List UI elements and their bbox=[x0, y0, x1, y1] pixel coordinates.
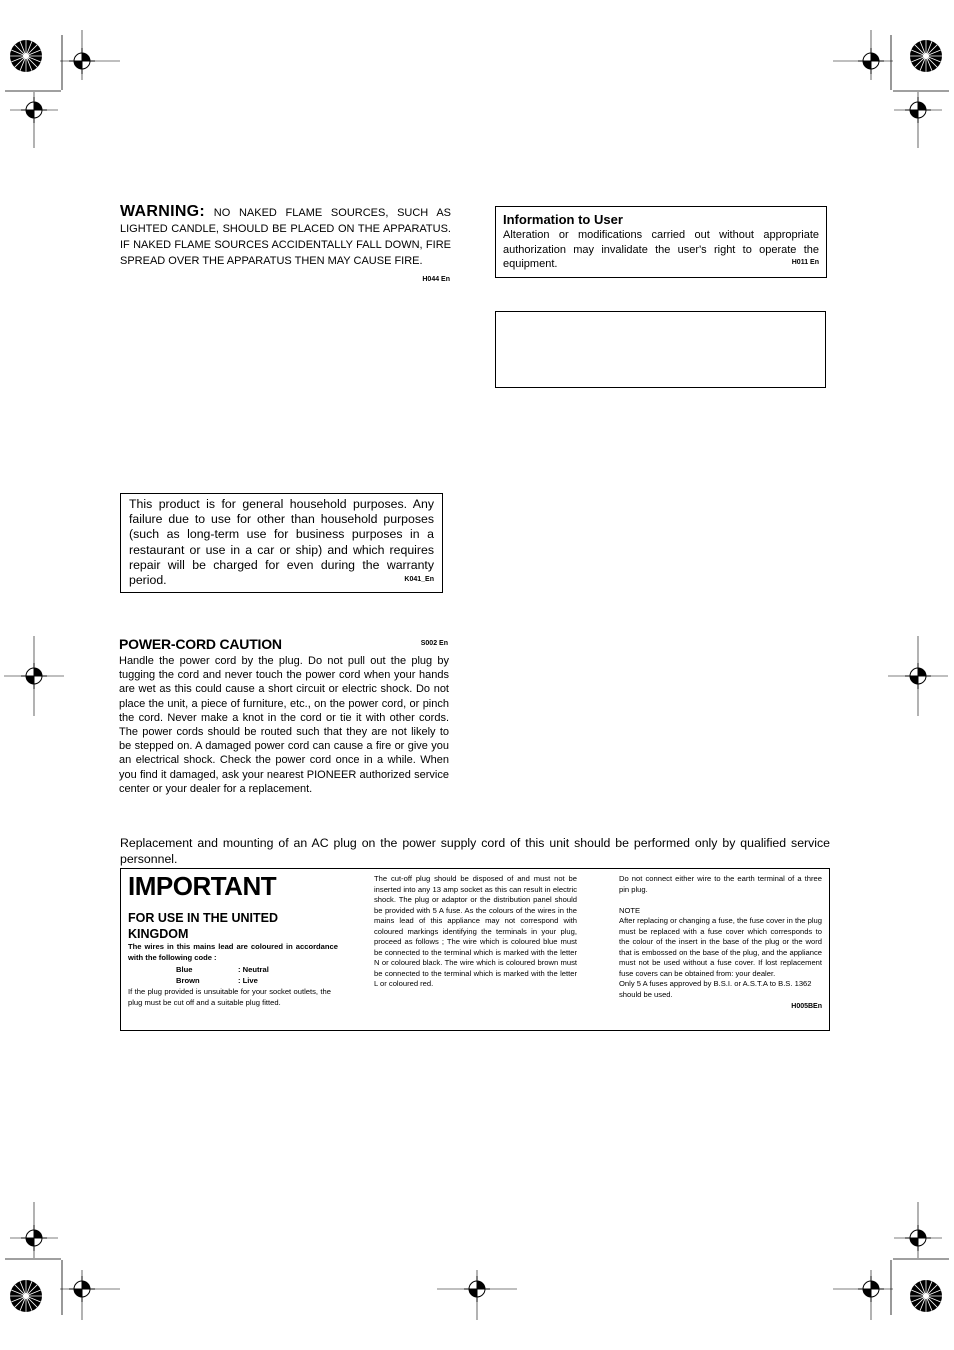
info-to-user-body bbox=[503, 228, 819, 272]
star-target-icon bbox=[910, 40, 942, 72]
info-to-user-text: Alteration or modifications carried out without appropriate authorization may invalidate the user's right to operate the equipment. bbox=[503, 229, 819, 270]
replacement-text: Replacement and mounting of an AC plug on the power supply cord of this unit should be performed only by qualified service personnel. bbox=[120, 836, 830, 866]
blue-value: : Neutral bbox=[238, 965, 269, 974]
star-target-icon bbox=[10, 1280, 42, 1312]
power-cord-code: S002 En bbox=[420, 640, 448, 647]
fuse-approval-text: Only 5 A fuses approved by B.S.I. or A.S.T.A to B.S. 1362 should be used. bbox=[619, 979, 812, 999]
info-to-user-title: Information to User bbox=[503, 212, 623, 227]
blue-label: Blue bbox=[176, 965, 193, 974]
fuse-cover-text: After replacing or changing a fuse, the fuse cover in the plug must be replaced with a fuse cover which corresponds to the colour of the insert in the base of the plug or the word that is embossed on the base of the plug, and the appliance must not be used without a fuse cover. If lost replacement fuse covers can be obtained from: your dealer. bbox=[619, 916, 822, 978]
important-title: IMPORTANT bbox=[128, 871, 277, 901]
fuse-notes-column bbox=[619, 874, 822, 1000]
important-uk-box bbox=[120, 868, 830, 1031]
info-to-user-box bbox=[495, 206, 827, 278]
star-target-icon bbox=[10, 40, 42, 72]
household-notice-box bbox=[120, 493, 443, 593]
brown-label: Brown bbox=[176, 976, 200, 985]
wires-intro: The wires in this mains lead are coloured in accordance with the following code : bbox=[128, 942, 338, 962]
warning-code: H044 En bbox=[422, 276, 450, 283]
warning-text: NO NAKED FLAME SOURCES, SUCH AS LIGHTED CANDLE, SHOULD BE PLACED ON THE APPARATUS. IF NAKED FLAME SOURCES ACCIDENTALLY FALL DOWN, FIRE SPREAD OVER THE APPARATUS THEN MAY CAUSE FIRE. bbox=[120, 207, 451, 267]
star-target-icon bbox=[910, 1280, 942, 1312]
empty-notice-box bbox=[495, 311, 826, 388]
power-cord-title: POWER-CORD CAUTION bbox=[119, 636, 282, 652]
cut-off-plug-text: The cut-off plug should be disposed of and must not be inserted into any 13 amp socket as this can result in electric shock. The plug or adaptor or the distribution panel should be provided with 5 A fuse. As the colours of the wires in the mains lead of this appliance may not correspond with coloured markings identifying the terminals in your plug, proceed as follows ; The wire which is coloured blue must be connected to the terminal which is marked with the letter N or coloured black. The wire which is coloured brown must be connected to the terminal which is marked with the letter L or coloured red. bbox=[374, 874, 577, 988]
warning-notice bbox=[120, 204, 451, 269]
household-text: This product is for general household purposes. Any failure due to use for other than household purposes (such as long-term use for business purposes in a restaurant or use in a car or ship) and which requires repair will be charged for even during the warranty period. bbox=[129, 497, 434, 588]
earth-terminal-text: Do not connect either wire to the earth terminal of a three pin plug. bbox=[619, 874, 822, 894]
important-subtitle: FOR USE IN THE UNITED KINGDOM bbox=[128, 911, 279, 941]
power-cord-text: Handle the power cord by the plug. Do not pull out the plug by tugging the cord and never touch the power cord when your hands are wet as this could cause a short circuit or electric shock. Do not place the unit, a piece of furniture, etc., on the power cord, or pinch the cord. Never make a knot in the cord or tie it with other cords. The power cords should be routed such that they are not likely to be stepped on. A damaged power cord can cause a fire or give you an electrical shock. Check the power cord once in a while. When you find it damaged, ask your nearest PIONEER authorized service center or your dealer for a replacement. bbox=[119, 655, 449, 795]
unsuitable-plug-text: If the plug provided is unsuitable for your socket outlets, the plug must be cut off and a suitable plug fitted. bbox=[128, 987, 331, 1007]
important-code: H005BEn bbox=[791, 1003, 822, 1010]
info-to-user-code: H011 En bbox=[791, 259, 819, 266]
household-body bbox=[129, 497, 434, 588]
warning-lead: WARNING: bbox=[120, 203, 206, 220]
household-code: K041_En bbox=[404, 576, 434, 584]
brown-value: : Live bbox=[238, 976, 258, 985]
note-heading: NOTE bbox=[619, 905, 641, 915]
